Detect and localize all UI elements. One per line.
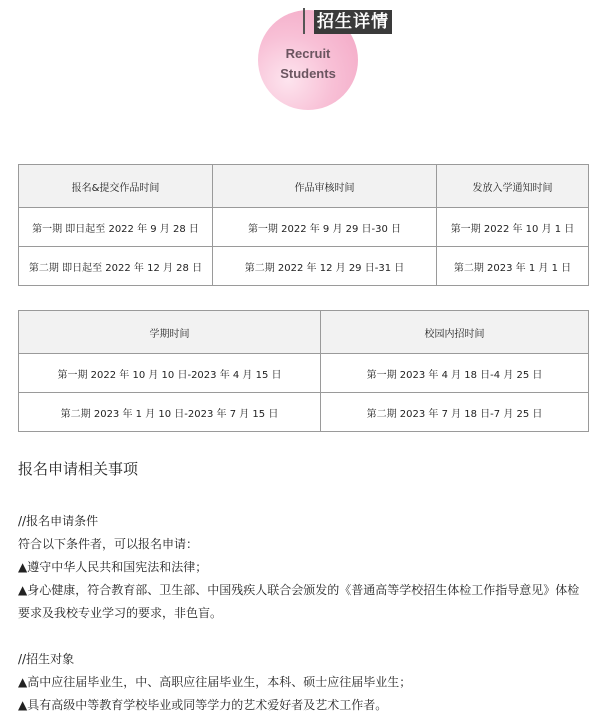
- target-item: ▲高中应往届毕业生，中、高职应往届毕业生，本科、硕士应往届毕业生；: [18, 675, 412, 689]
- semester-schedule-table: [18, 310, 589, 432]
- table-cell: 第二期 2023 年 1 月 1 日: [437, 247, 589, 286]
- table-header-cell: 校园内招时间: [321, 311, 589, 354]
- table-cell: 第一期 即日起至 2022 年 9 月 28 日: [19, 208, 213, 247]
- table-header-cell: 学期时间: [19, 311, 321, 354]
- page-title: 招生详情: [314, 10, 392, 34]
- condition-item: ▲身心健康，符合教育部、卫生部、中国残疾人联合会颁发的《普通高等学校招生体检工作指导意见》体检要求及我校专业学习的要求，非色盲。: [18, 583, 580, 620]
- section-content: [18, 510, 590, 717]
- recruit-badge-text: [258, 44, 358, 84]
- page-header: [0, 0, 604, 120]
- table-cell: 第一期 2022 年 9 月 29 日-30 日: [213, 208, 437, 247]
- table-row: [19, 208, 589, 247]
- conditions-heading: //报名申请条件: [18, 514, 99, 528]
- table-header-cell: 报名&提交作品时间: [19, 165, 213, 208]
- target-heading: //招生对象: [18, 652, 75, 666]
- spacer: [18, 625, 590, 648]
- title-divider: [303, 8, 305, 34]
- badge-line-1: Recruit: [285, 46, 331, 61]
- table-row: [19, 354, 589, 393]
- table-header-cell: 作品审核时间: [213, 165, 437, 208]
- table-cell: 第二期 2022 年 12 月 29 日-31 日: [213, 247, 437, 286]
- table-header-row: [19, 165, 589, 208]
- table-cell: 第一期 2022 年 10 月 1 日: [437, 208, 589, 247]
- table-cell: 第一期 2022 年 10 月 10 日-2023 年 4 月 15 日: [19, 354, 321, 393]
- conditions-intro: 符合以下条件者，可以报名申请：: [18, 537, 199, 551]
- table-cell: 第二期 2023 年 7 月 18 日-7 月 25 日: [321, 393, 589, 432]
- badge-line-2: Students: [280, 66, 336, 81]
- table-header-cell: 发放入学通知时间: [437, 165, 589, 208]
- target-item: ▲具有高级中等教育学校毕业或同等学力的艺术爱好者及艺术工作者。: [18, 698, 388, 712]
- table-header-row: [19, 311, 589, 354]
- section-title: 报名申请相关事项: [18, 460, 139, 478]
- table-cell: 第二期 即日起至 2022 年 12 月 28 日: [19, 247, 213, 286]
- condition-item: ▲遵守中华人民共和国宪法和法律；: [18, 560, 208, 574]
- table-cell: 第一期 2023 年 4 月 18 日-4 月 25 日: [321, 354, 589, 393]
- table-row: [19, 247, 589, 286]
- application-schedule-table: [18, 164, 589, 286]
- table-cell: 第二期 2023 年 1 月 10 日-2023 年 7 月 15 日: [19, 393, 321, 432]
- table-row: [19, 393, 589, 432]
